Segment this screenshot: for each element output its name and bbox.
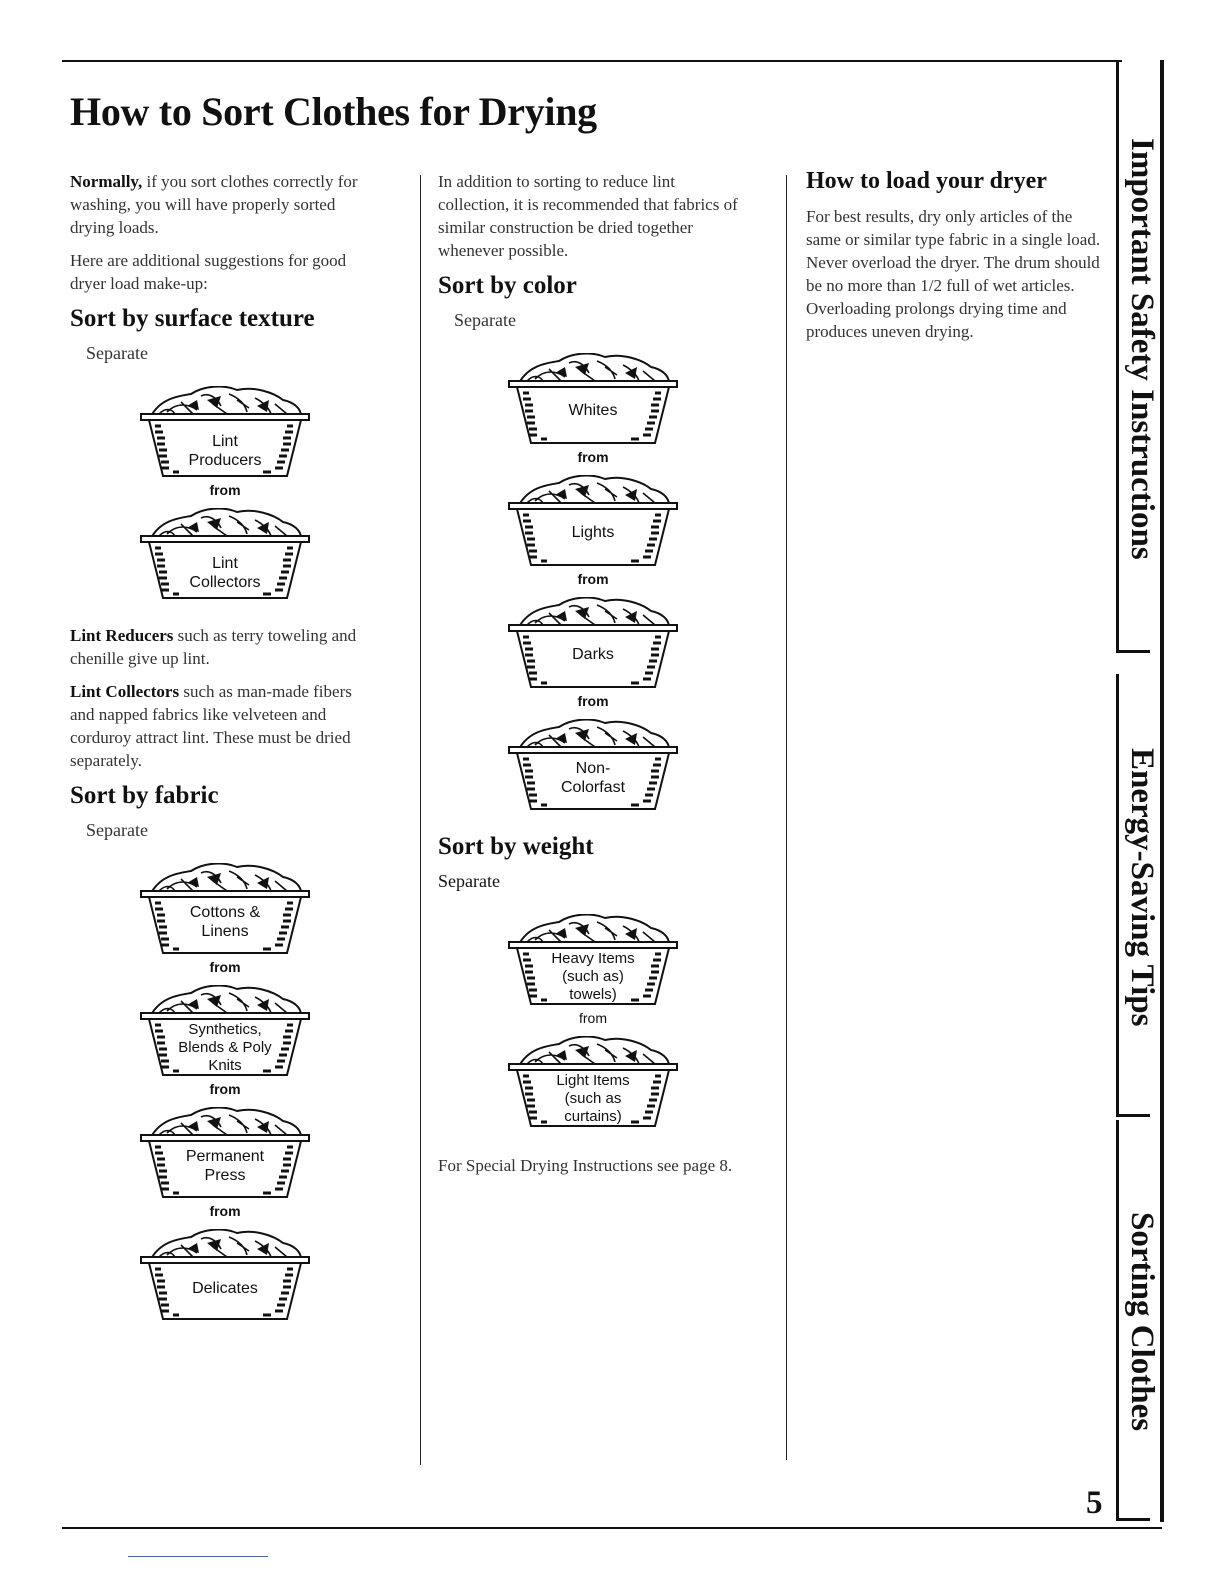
heading-sort-weight: Sort by weight bbox=[438, 833, 594, 860]
basket-label: Permanent Press bbox=[185, 1148, 265, 1184]
basket-lint-collectors bbox=[137, 508, 313, 600]
column-divider-2 bbox=[786, 175, 787, 1460]
basket-label: Heavy Items (such as) towels) bbox=[551, 950, 635, 1003]
construction-paragraph: In addition to sorting to reduce lint collection, it is recommended that fabrics of similar construction be dried together whenever possible. bbox=[438, 172, 738, 260]
from-label: from bbox=[577, 693, 609, 709]
from-label: from bbox=[577, 449, 609, 465]
load-dryer-text: For best results, dry only articles of the same or similar type fabric in a single load. Never overload the dryer. The drum should be no more than 1/2 full of wet articles. Overloading prolongs drying time and produces uneven drying. bbox=[806, 207, 1101, 341]
intro-paragraph: Normally, if you sort clothes correctly for washing, you will have properly sorted drying loads. bbox=[70, 172, 358, 237]
basket-lint-producers bbox=[137, 386, 313, 478]
basket-darks bbox=[505, 597, 681, 689]
basket-heavy-items bbox=[505, 914, 681, 1006]
basket-permanent-press bbox=[137, 1107, 313, 1199]
basket-label: Synthetics, Blends & Poly Knits bbox=[178, 1021, 272, 1074]
basket-label: Darks bbox=[572, 646, 614, 663]
basket-label: Whites bbox=[568, 402, 618, 419]
basket-non-colorfast bbox=[505, 719, 681, 811]
color-baskets bbox=[438, 353, 748, 811]
from-label: from bbox=[577, 571, 609, 587]
tab-sorting-clothes[interactable]: Sorting Clothes bbox=[1124, 1212, 1160, 1432]
basket-label: Cottons & Linens bbox=[189, 904, 261, 940]
bottom-rule bbox=[62, 1527, 1162, 1529]
from-label: from bbox=[209, 959, 241, 975]
basket-label: Lint Producers bbox=[188, 433, 262, 469]
basket-delicates bbox=[137, 1229, 313, 1321]
texture-baskets bbox=[70, 386, 380, 600]
weight-baskets bbox=[438, 914, 748, 1128]
separate-label: Separate bbox=[86, 820, 148, 840]
basket-label: Light Items (such as curtains) bbox=[556, 1072, 630, 1125]
separate-label: Separate bbox=[454, 310, 516, 330]
heading-sort-texture: Sort by surface texture bbox=[70, 305, 315, 332]
basket-icon bbox=[137, 1229, 313, 1321]
fabric-baskets bbox=[70, 863, 380, 1321]
basket-label: Lint Collectors bbox=[189, 555, 261, 591]
from-label: from bbox=[209, 482, 241, 498]
basket-icon bbox=[505, 597, 681, 689]
from-label: from bbox=[579, 1010, 607, 1026]
column-divider-1 bbox=[420, 175, 421, 1465]
basket-label: Lights bbox=[571, 524, 615, 541]
top-rule bbox=[62, 60, 1122, 62]
basket-light-items bbox=[505, 1036, 681, 1128]
special-instructions-text: For Special Drying Instructions see page 8. bbox=[438, 1156, 733, 1175]
basket-cottons-linens bbox=[137, 863, 313, 955]
heading-sort-fabric: Sort by fabric bbox=[70, 782, 219, 809]
from-label: from bbox=[209, 1203, 241, 1219]
column-1 bbox=[70, 170, 380, 1321]
basket-whites bbox=[505, 353, 681, 445]
tab-divider-2 bbox=[1116, 674, 1119, 1114]
page-number: 5 bbox=[1086, 1485, 1103, 1521]
tab-divider-3 bbox=[1116, 1120, 1119, 1520]
basket-lights bbox=[505, 475, 681, 567]
basket-icon bbox=[505, 475, 681, 567]
heading-load-dryer: How to load your dryer bbox=[806, 168, 1047, 194]
heading-sort-color: Sort by color bbox=[438, 272, 577, 299]
column-2 bbox=[438, 170, 748, 1187]
tab-outer-edge bbox=[1160, 60, 1164, 1522]
basket-label: Delicates bbox=[192, 1280, 258, 1297]
tab-important-safety[interactable]: Important Safety Instructions bbox=[1124, 138, 1160, 560]
separate-label: Separate bbox=[438, 871, 500, 891]
basket-label: Non- Colorfast bbox=[560, 760, 626, 796]
tab-tick-3 bbox=[1116, 1518, 1150, 1521]
page-title: How to Sort Clothes for Drying bbox=[70, 89, 597, 134]
lint-collectors-text: Lint Collectors such as man-made fibers and napped fabrics like velveteen and corduroy attract lint. These must be dried separately. bbox=[70, 682, 352, 770]
tab-divider-1 bbox=[1116, 60, 1119, 650]
lint-reducers-text: Lint Reducers such as terry toweling and chenille give up lint. bbox=[70, 626, 357, 668]
from-label: from bbox=[209, 1081, 241, 1097]
tab-tick-2 bbox=[1116, 1114, 1150, 1117]
column-3 bbox=[806, 170, 1116, 353]
tab-energy-saving[interactable]: Energy-Saving Tips bbox=[1124, 748, 1160, 1027]
intro-paragraph-2: Here are additional suggestions for good dryer load make-up: bbox=[70, 251, 347, 293]
tab-tick-1 bbox=[1116, 650, 1150, 653]
basket-icon bbox=[505, 353, 681, 445]
footer-link-underline bbox=[128, 1556, 268, 1557]
separate-label: Separate bbox=[86, 343, 148, 363]
basket-synthetics bbox=[137, 985, 313, 1077]
